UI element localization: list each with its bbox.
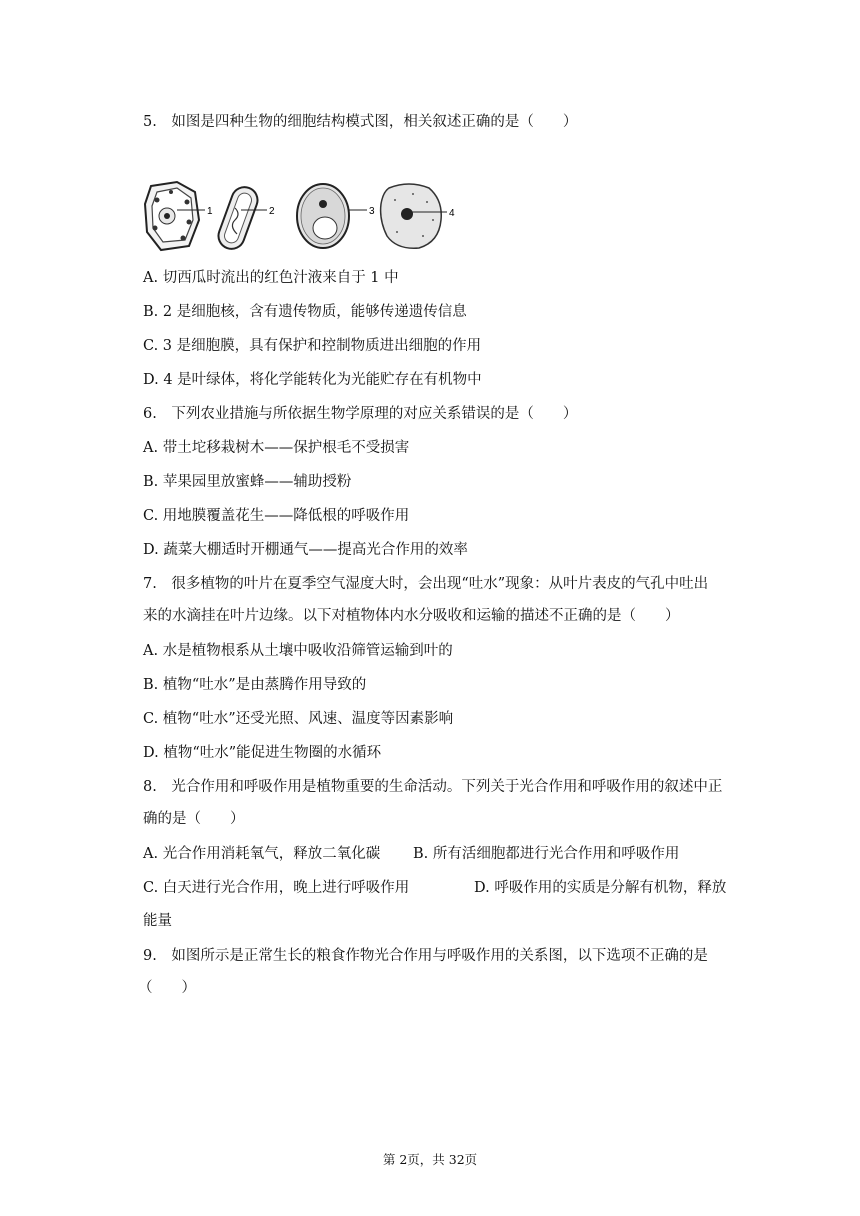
q5-option-b: B. 2 是细胞核，含有遗传物质，能够传递遗传信息 <box>143 304 467 320</box>
q6-option-a: A. 带土坨移栽树木——保护根毛不受损害 <box>143 440 410 456</box>
q5-stem: 5. 如图是四种生物的细胞结构模式图，相关叙述正确的是（ ） <box>143 114 578 130</box>
q7-stem-line2: 来的水滴挂在叶片边缘。以下对植物体内水分吸收和运输的描述不正确的是（ ） <box>143 608 680 624</box>
q8-stem-line1: 8. 光合作用和呼吸作用是植物重要的生命活动。下列关于光合作用和呼吸作用的叙述中正 <box>143 779 723 795</box>
q6-option-d: D. 蔬菜大棚适时开棚通气——提高光合作用的效率 <box>143 542 468 558</box>
cell-diagrams-svg <box>143 180 473 252</box>
q7-stem-line1: 7. 很多植物的叶片在夏季空气湿度大时，会出现“吐水”现象：从叶片表皮的气孔中吐出 <box>143 576 709 592</box>
q8-option-c: C. 白天进行光合作用，晚上进行呼吸作用 <box>143 880 410 896</box>
q7-option-d: D. 植物“吐水”能促进生物圈的水循环 <box>143 745 382 761</box>
q9-stem-line1: 9. 如图所示是正常生长的粮食作物光合作用与呼吸作用的关系图，以下选项不正确的是 <box>143 948 708 964</box>
q7-option-c: C. 植物“吐水”还受光照、风速、温度等因素影响 <box>143 711 454 727</box>
q6-option-b: B. 苹果园里放蜜蜂——辅助授粉 <box>143 474 352 490</box>
animal-cell-diagram <box>381 184 447 248</box>
bacterium-diagram <box>215 183 267 252</box>
page-footer: 第 2页，共 32页 <box>382 1152 478 1167</box>
q5-option-d: D. 4 是叶绿体，将化学能转化为光能贮存在有机物中 <box>143 372 482 388</box>
q5-option-a: A. 切西瓜时流出的红色汁液来自于 1 中 <box>143 270 399 286</box>
q6-option-c: C. 用地膜覆盖花生——降低根的呼吸作用 <box>143 508 410 524</box>
q6-stem: 6. 下列农业措施与所依据生物学原理的对应关系错误的是（ ） <box>143 406 578 422</box>
cell-structure-figure <box>143 180 473 252</box>
yeast-cell-diagram <box>297 184 367 248</box>
figure-label-4: 4 <box>449 208 455 219</box>
q5-option-c: C. 3 是细胞膜，具有保护和控制物质进出细胞的作用 <box>143 338 482 354</box>
q8-option-a: A. 光合作用消耗氧气，释放二氧化碳 <box>143 846 381 862</box>
q8-option-d-line1: D. 呼吸作用的实质是分解有机物，释放 <box>474 880 727 896</box>
q7-option-a: A. 水是植物根系从土壤中吸收沿筛管运输到叶的 <box>143 643 453 659</box>
plant-cell-diagram <box>145 182 205 250</box>
figure-label-3: 3 <box>369 206 375 217</box>
q8-option-b: B. 所有活细胞都进行光合作用和呼吸作用 <box>413 846 680 862</box>
q8-option-d-line2: 能量 <box>143 913 172 929</box>
figure-label-2: 2 <box>269 206 275 217</box>
q9-stem-line2: （ ） <box>138 980 196 996</box>
q7-option-b: B. 植物“吐水”是由蒸腾作用导致的 <box>143 677 367 693</box>
figure-label-1: 1 <box>207 206 213 217</box>
q8-stem-line2: 确的是（ ） <box>143 811 245 827</box>
